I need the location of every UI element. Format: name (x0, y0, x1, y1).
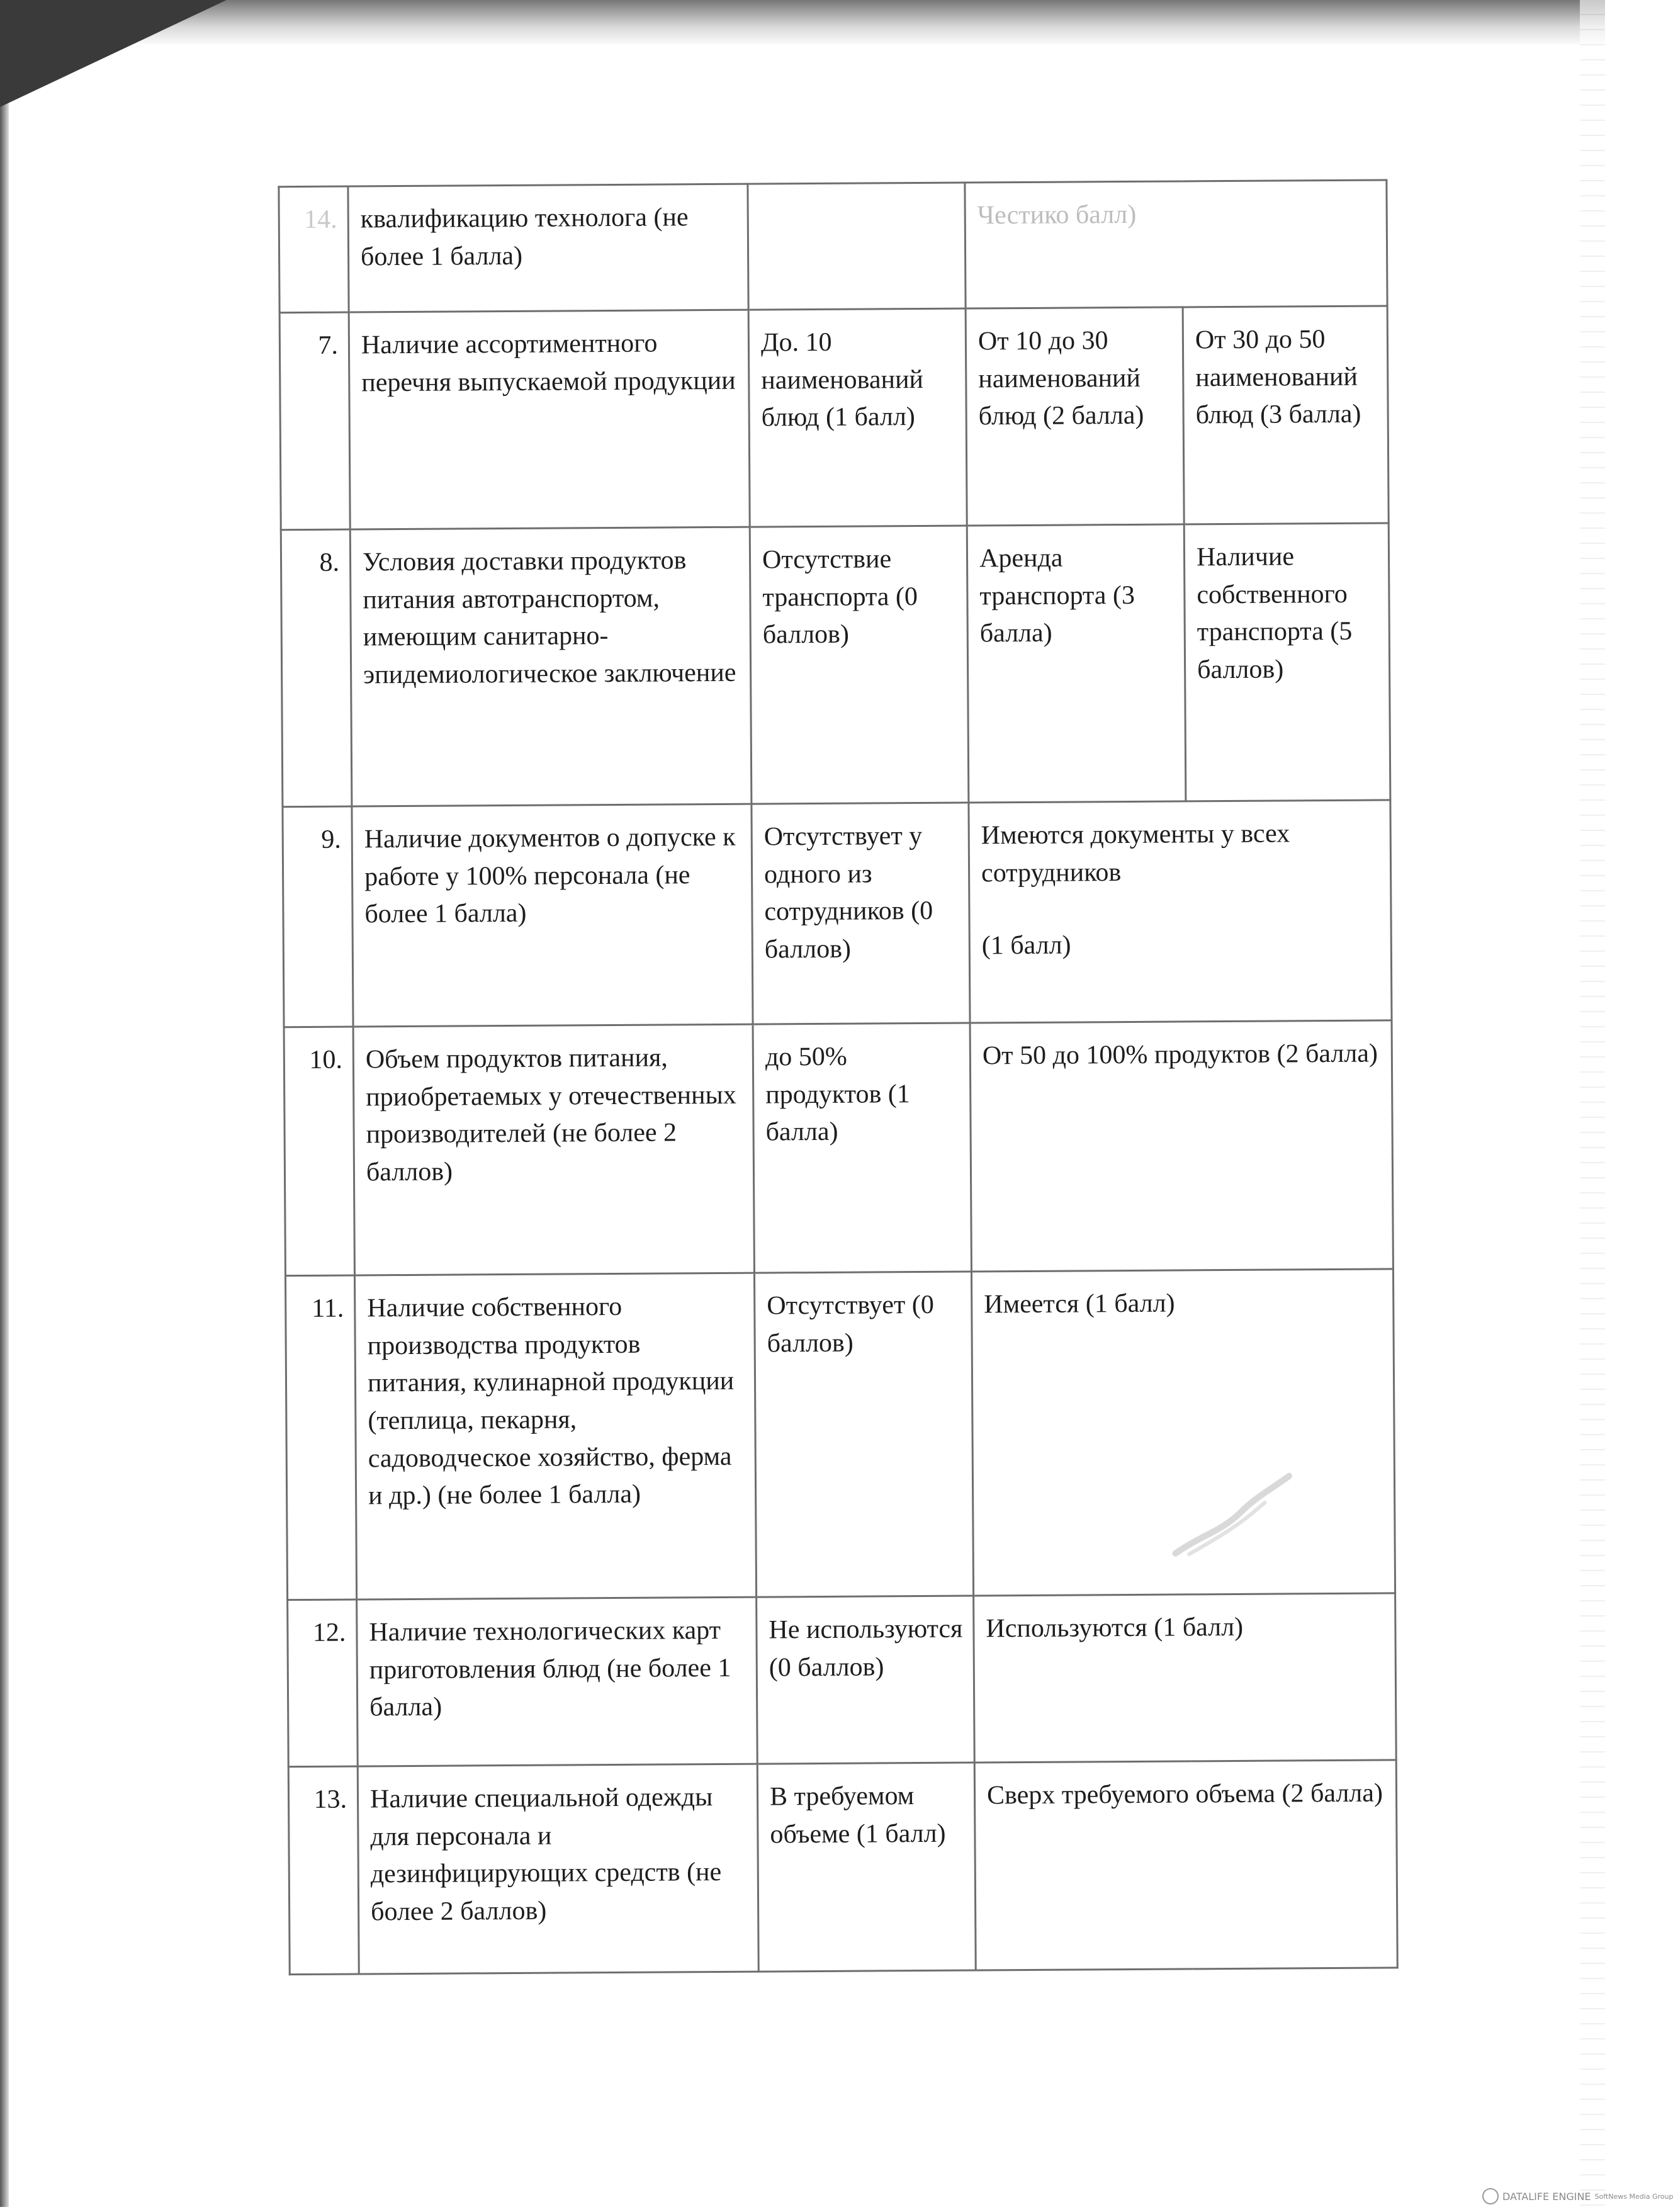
option-cell (969, 800, 1392, 1023)
option-cell (748, 183, 966, 310)
option-cell: Честико балл) (965, 180, 1387, 308)
option-cell: Аренда транспорта (3 балла) (967, 524, 1186, 803)
table-row (285, 1269, 1395, 1600)
table-row (283, 800, 1392, 1027)
table-row (281, 523, 1390, 807)
row-number: 14. (279, 186, 349, 313)
criterion-cell: Наличие документов о допуске к работе у 100% персонала (не более 1 балла) (352, 804, 753, 1027)
option-cell: Используются (1 балл) (974, 1593, 1397, 1763)
table-row (279, 180, 1387, 313)
option-cell: От 50 до 100% продуктов (2 балла) (970, 1020, 1393, 1272)
watermark-brand: DATALIFE ENGINE (1502, 2190, 1591, 2203)
option-score: (1 балл) (981, 930, 1071, 961)
row-number: 11. (285, 1275, 356, 1600)
option-cell: Имеется (1 балл) (971, 1269, 1395, 1596)
row-number: 10. (284, 1027, 354, 1276)
option-cell: В требуемом объеме (1 балл) (757, 1763, 976, 1972)
row-number: 9. (283, 806, 353, 1027)
row-number: 13. (288, 1766, 359, 1975)
table-row (288, 1593, 1397, 1767)
row-number: 12. (288, 1600, 358, 1767)
option-text: Имеются документы у всех сотрудников (981, 819, 1290, 888)
option-cell: До. 10 наименований блюд (1 балл) (748, 308, 967, 527)
row-number: 8. (281, 529, 352, 807)
criterion-cell: квалификацию технолога (не более 1 балла) (348, 184, 748, 312)
option-cell: до 50% продуктов (1 балла) (753, 1023, 971, 1273)
criterion-cell: Наличие технологических карт приготовления блюд (не более 1 балла) (357, 1597, 758, 1766)
option-cell: От 10 до 30 наименований блюд (2 балла) (966, 307, 1184, 526)
criteria-table (278, 179, 1398, 1975)
criterion-cell: Наличие специальной одежды для персонала и дезинфицирующих средств (не более 2 баллов) (358, 1764, 758, 1974)
criterion-cell: Наличие собственного производства продуктов питания, кулинарной продукции (теплица, пекарня, садоводческое хозяйство, ферма и др.) (не более 1 балла) (354, 1273, 756, 1600)
option-cell: От 30 до 50 наименований блюд (3 балла) (1183, 306, 1389, 524)
option-cell: Отсутствует у одного из сотрудников (0 баллов) (752, 803, 970, 1024)
criterion-cell: Наличие ассортиментного перечня выпускаемой продукции (349, 310, 750, 529)
table-row (279, 306, 1389, 530)
option-cell: Отсутствует (0 баллов) (754, 1272, 973, 1597)
criterion-cell: Условия доставки продуктов питания автотранспортом, имеющим санитарно-эпидемиологическое заключение (350, 527, 752, 806)
table-row (284, 1020, 1393, 1276)
watermark-sub: SoftNews Media Group (1594, 2192, 1673, 2201)
watermark-logo (1482, 2188, 1673, 2204)
table-row (288, 1760, 1397, 1975)
logo-circle-icon (1482, 2188, 1499, 2204)
option-cell: Наличие собственного транспорта (5 баллов) (1184, 523, 1390, 801)
option-cell: Отсутствие транспорта (0 баллов) (750, 526, 969, 804)
row-number: 7. (279, 312, 350, 530)
option-cell: Сверх требуемого объема (2 балла) (974, 1760, 1397, 1970)
criterion-cell: Объем продуктов питания, приобретаемых у отечественных производителей (не более 2 баллов) (353, 1024, 754, 1275)
option-cell: Не используются (0 баллов) (757, 1596, 975, 1764)
